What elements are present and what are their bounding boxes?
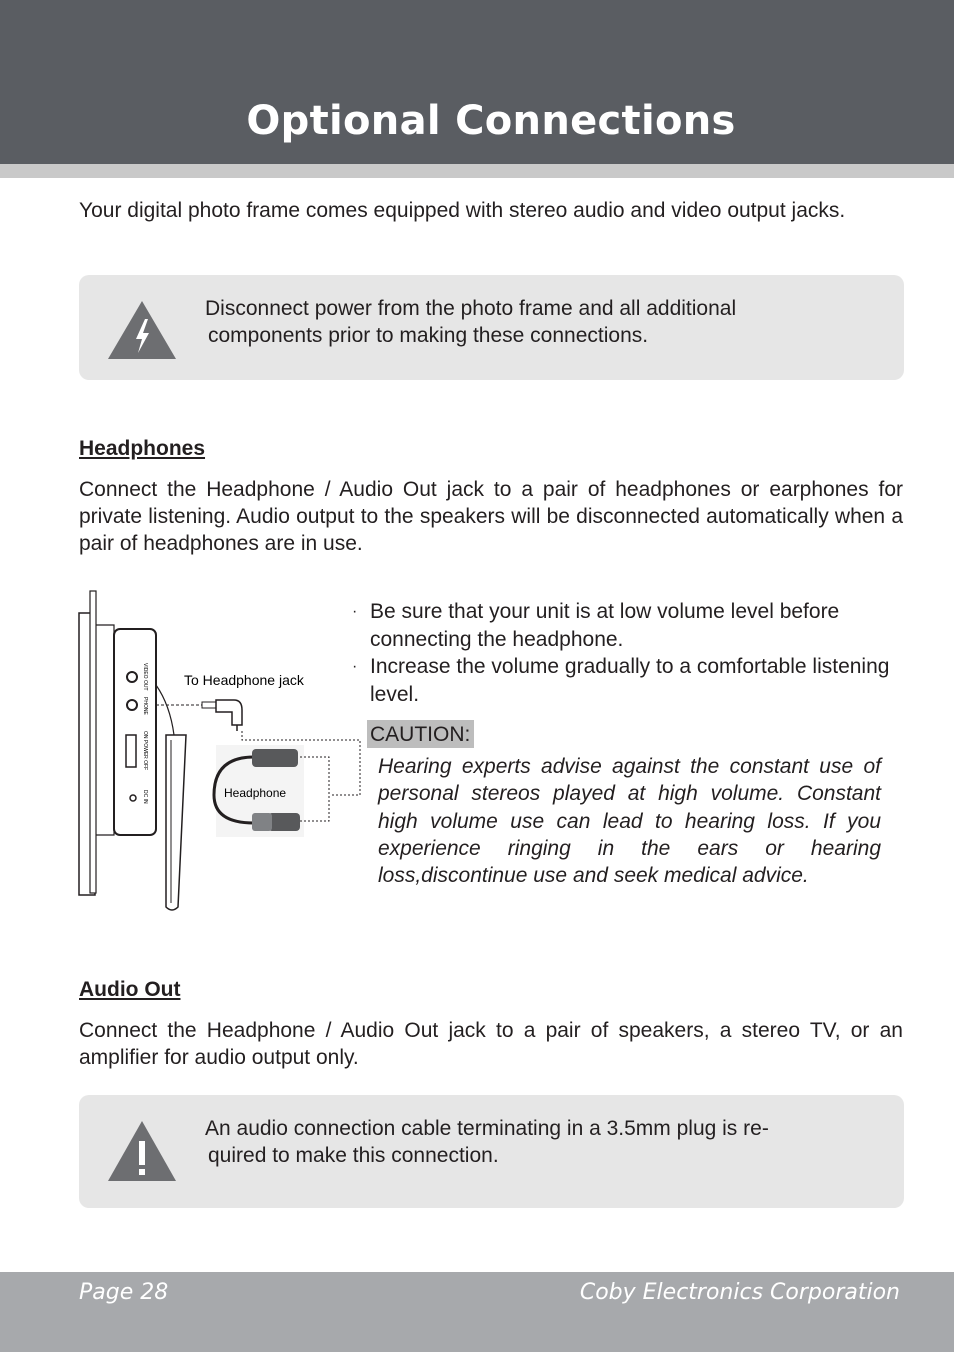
lightning-warning-icon	[106, 299, 178, 361]
caution-text: Hearing experts advise against the constant use of personal stereos played at high volume. Constant high volume use can lead to hearing loss. If you experience ringing in the ears or hearing loss,discontinue use and seek medical advice.	[378, 755, 881, 888]
caution-label: CAUTION:	[367, 720, 474, 748]
port-label-video-out: VIDEO OUT	[142, 663, 148, 691]
port-label-dc-in: DC IN	[142, 790, 148, 804]
header-divider	[0, 164, 954, 178]
port-label-power: ON POWER OFF	[142, 731, 148, 771]
headphones-paragraph: Connect the Headphone / Audio Out jack to a pair of headphones or earphones for private listening. Audio output to the speakers will be disconnected automatically when a pair of headphones are in use.	[79, 478, 903, 555]
cable-warning-line-2: quired to make this connection.	[208, 1144, 499, 1167]
intro-paragraph: Your digital photo frame comes equipped with stereo audio and video output jacks.	[79, 199, 846, 222]
audio-out-heading: Audio Out	[79, 978, 181, 1001]
headphone-tips-list	[352, 598, 892, 708]
cable-warning-note	[79, 1095, 904, 1208]
headphone-connection-diagram	[74, 585, 374, 915]
list-item: · Increase the volume gradually to a comfortable listening level.	[352, 655, 890, 706]
company-name: Coby Electronics Corporation	[579, 1280, 900, 1305]
headphones-heading: Headphones	[79, 437, 206, 460]
cable-warning-text	[205, 1115, 845, 1169]
exclamation-warning-icon	[106, 1119, 178, 1183]
power-warning-line-2: components prior to making these connections.	[208, 324, 649, 347]
jack-label: To Headphone jack	[184, 672, 304, 688]
page-title: Optional Connections	[246, 98, 736, 144]
power-warning-text	[205, 295, 845, 349]
audio-out-paragraph: Connect the Headphone / Audio Out jack to a pair of speakers, a stereo TV, or an amplifier for audio output only.	[79, 1019, 903, 1069]
list-item: · Be sure that your unit is at low volume level before connecting the headphone.	[352, 600, 840, 651]
port-label-phone: PHONE	[142, 697, 148, 715]
power-warning-line-1: Disconnect power from the photo frame and all additional	[205, 297, 737, 320]
headphone-label: Headphone	[224, 786, 287, 800]
cable-warning-line-1: An audio connection cable terminating in a 3.5mm plug is re-	[205, 1117, 769, 1140]
power-warning-note	[79, 275, 904, 380]
page-number: Page 28	[79, 1280, 169, 1305]
